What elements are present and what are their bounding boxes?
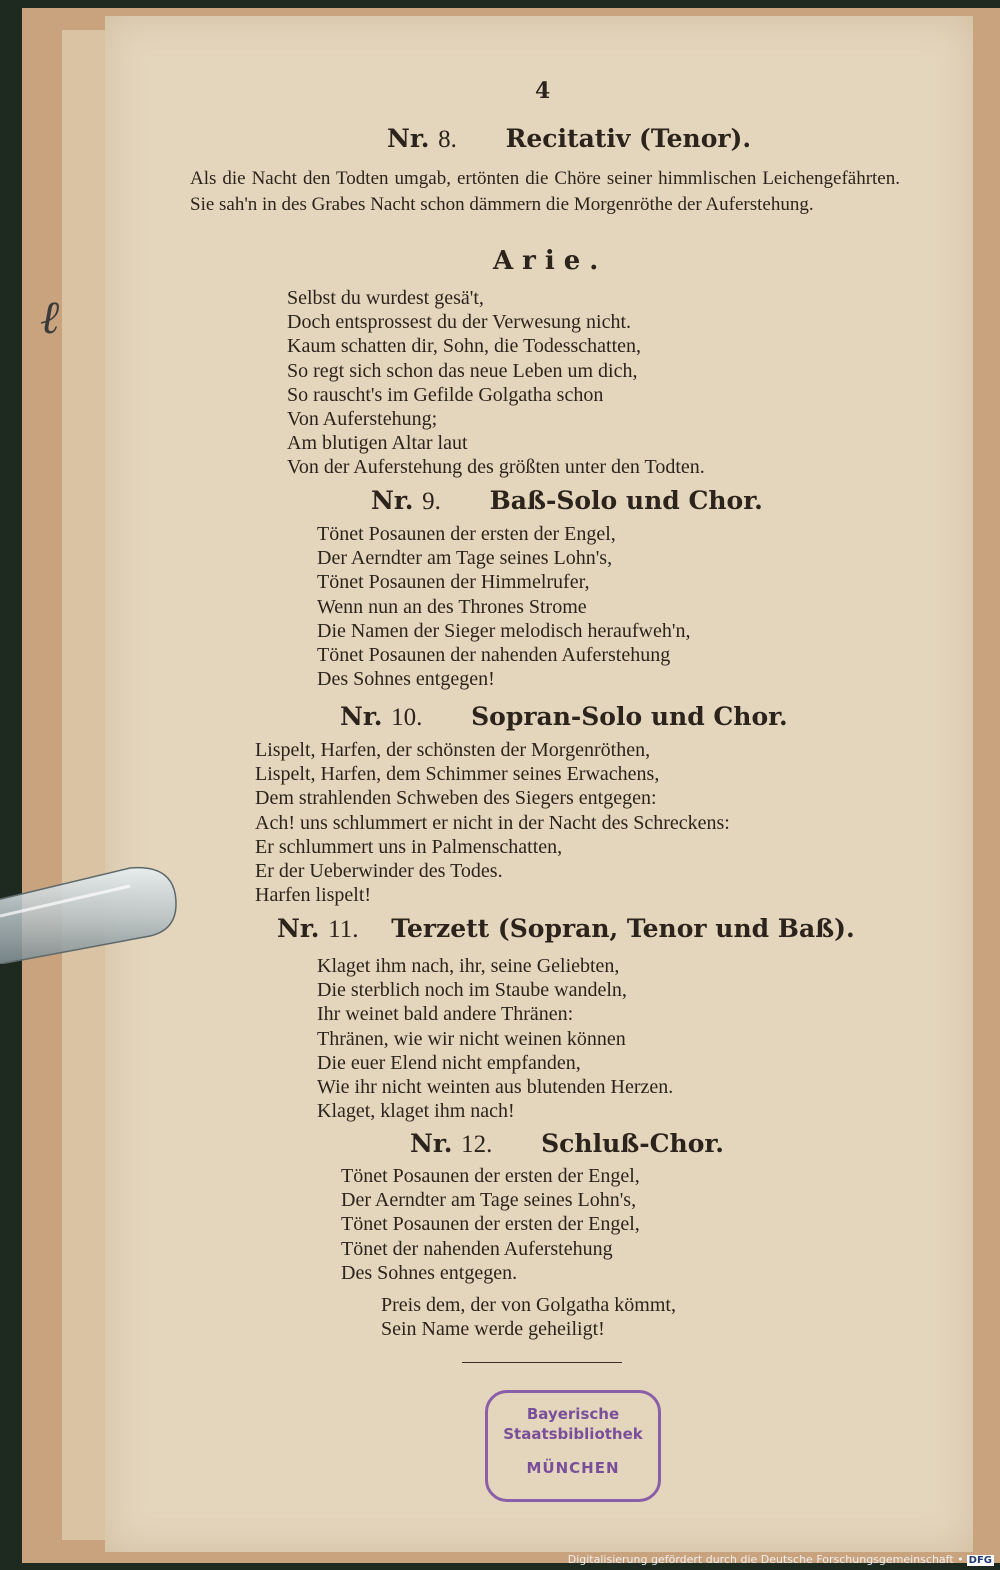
verse-line: Tönet Posaunen der ersten der Engel,	[341, 1213, 640, 1236]
verse-line: Von Auferstehung;	[287, 408, 438, 431]
verse-line: Thränen, wie wir nicht weinen können	[317, 1027, 626, 1050]
verse-line: Tönet Posaunen der Himmelrufer,	[317, 571, 590, 594]
heading-label: Nr.	[340, 702, 383, 731]
verse-line: Lispelt, Harfen, dem Schimmer seines Erwachens,	[255, 763, 660, 786]
verse-line: Lispelt, Harfen, der schönsten der Morgenröthen,	[255, 739, 651, 761]
heading-nr11	[277, 914, 855, 944]
verse-line: Tönet der nahenden Auferstehung	[341, 1237, 613, 1260]
heading-number: 11.	[328, 916, 359, 943]
footer-text: Digitalisierung gefördert durch die Deutsche Forschungsgemeinschaft •	[567, 1553, 964, 1566]
heading-nr9	[371, 486, 763, 516]
verse-line: Des Sohnes entgegen!	[317, 668, 495, 691]
heading-label: Nr.	[410, 1129, 453, 1158]
verse-line: Ihr weinet bald andere Thränen:	[317, 1003, 574, 1026]
verse-line: Kaum schatten dir, Sohn, die Todesschatten,	[287, 335, 642, 358]
verse-line: Er der Ueberwinder des Todes.	[255, 860, 503, 883]
heading-number: 9.	[422, 488, 441, 515]
heading-nr10	[340, 702, 788, 732]
verse-line: Von der Auferstehung des größten unter den Todten.	[287, 456, 705, 479]
verse-line: Klaget ihm nach, ihr, seine Geliebten,	[317, 955, 620, 977]
verse-line: Ach! uns schlummert er nicht in der Nacht des Schreckens:	[255, 811, 730, 834]
glass-holder-icon	[0, 864, 180, 964]
verse-line: Selbst du wurdest gesä't,	[287, 287, 484, 309]
heading-number: 8.	[438, 126, 457, 153]
verse-line: Preis dem, der von Golgatha kömmt,	[381, 1294, 676, 1316]
verse-line: Er schlummert uns in Palmenschatten,	[255, 835, 563, 858]
heading-nr8	[387, 124, 751, 154]
verse-line: Tönet Posaunen der ersten der Engel,	[317, 523, 616, 545]
heading-number: 12.	[461, 1131, 493, 1158]
stamp-line-3: MÜNCHEN	[526, 1459, 620, 1477]
nr11-verse	[317, 954, 673, 1123]
heading-title: Sopran-Solo und Chor.	[471, 702, 788, 731]
dfg-logo: DFG	[968, 1555, 992, 1566]
nr9-verse	[317, 522, 690, 691]
closing-verse	[381, 1293, 676, 1341]
book-page	[105, 16, 973, 1552]
verse-line: Wenn nun an des Thrones Strome	[317, 595, 587, 618]
heading-nr12	[410, 1129, 724, 1159]
verse-line: Tönet Posaunen der nahenden Auferstehung	[317, 644, 671, 667]
verse-line: Harfen lispelt!	[255, 884, 372, 907]
verse-line: Der Aerndter am Tage seines Lohn's,	[341, 1189, 637, 1212]
pencil-mark-icon: ℓ	[40, 290, 60, 344]
digitization-footer	[568, 1553, 994, 1566]
verse-line: Der Aerndter am Tage seines Lohn's,	[317, 547, 613, 570]
nr10-verse	[255, 738, 730, 907]
verse-line: Sein Name werde geheiligt!	[381, 1318, 605, 1341]
stamp-line-2: Staatsbibliothek	[503, 1425, 643, 1443]
verse-line: Wie ihr nicht weinten aus blutenden Herzen.	[317, 1076, 674, 1099]
nr12-verse	[341, 1164, 640, 1285]
verse-line: Des Sohnes entgegen.	[341, 1261, 518, 1284]
verse-line: Dem strahlenden Schweben des Siegers entgegen:	[255, 787, 657, 810]
heading-title: Baß-Solo und Chor.	[489, 486, 763, 515]
arie-verse	[287, 286, 705, 480]
heading-label: Nr.	[277, 914, 320, 943]
verse-line: Die sterblich noch im Staube wandeln,	[317, 979, 627, 1002]
heading-number: 10.	[391, 704, 423, 731]
verse-line: Am blutigen Altar laut	[287, 432, 468, 455]
recitativ-text: Als die Nacht den Todten umgab, ertönten die Chöre seiner himmlischen Leichengefährten. Sie sah'n in des Grabes Nacht schon dämmern die Morgenröthe der Auferstehung.	[190, 168, 900, 215]
verse-line: Klaget, klaget ihm nach!	[317, 1100, 515, 1123]
arie-title: Arie.	[493, 246, 608, 276]
verse-line: Doch entsprossest du der Verwesung nicht.	[287, 311, 632, 334]
verse-line: Die euer Elend nicht empfanden,	[317, 1051, 581, 1074]
library-stamp	[485, 1390, 661, 1502]
verse-line: So rauscht's im Gefilde Golgatha schon	[287, 383, 604, 406]
heading-title: Terzett (Sopran, Tenor und Baß).	[391, 914, 855, 943]
stamp-line-1: Bayerische	[526, 1405, 620, 1423]
page-number: 4	[535, 78, 551, 104]
heading-label: Nr.	[387, 124, 430, 153]
heading-title: Recitativ (Tenor).	[505, 124, 752, 153]
verse-line: Die Namen der Sieger melodisch heraufweh'n,	[317, 619, 691, 642]
heading-title: Schluß-Chor.	[541, 1129, 724, 1158]
verse-line: Tönet Posaunen der ersten der Engel,	[341, 1165, 640, 1187]
closing-rule	[462, 1362, 622, 1363]
heading-label: Nr.	[371, 486, 414, 515]
verse-line: So regt sich schon das neue Leben um dich,	[287, 359, 638, 382]
